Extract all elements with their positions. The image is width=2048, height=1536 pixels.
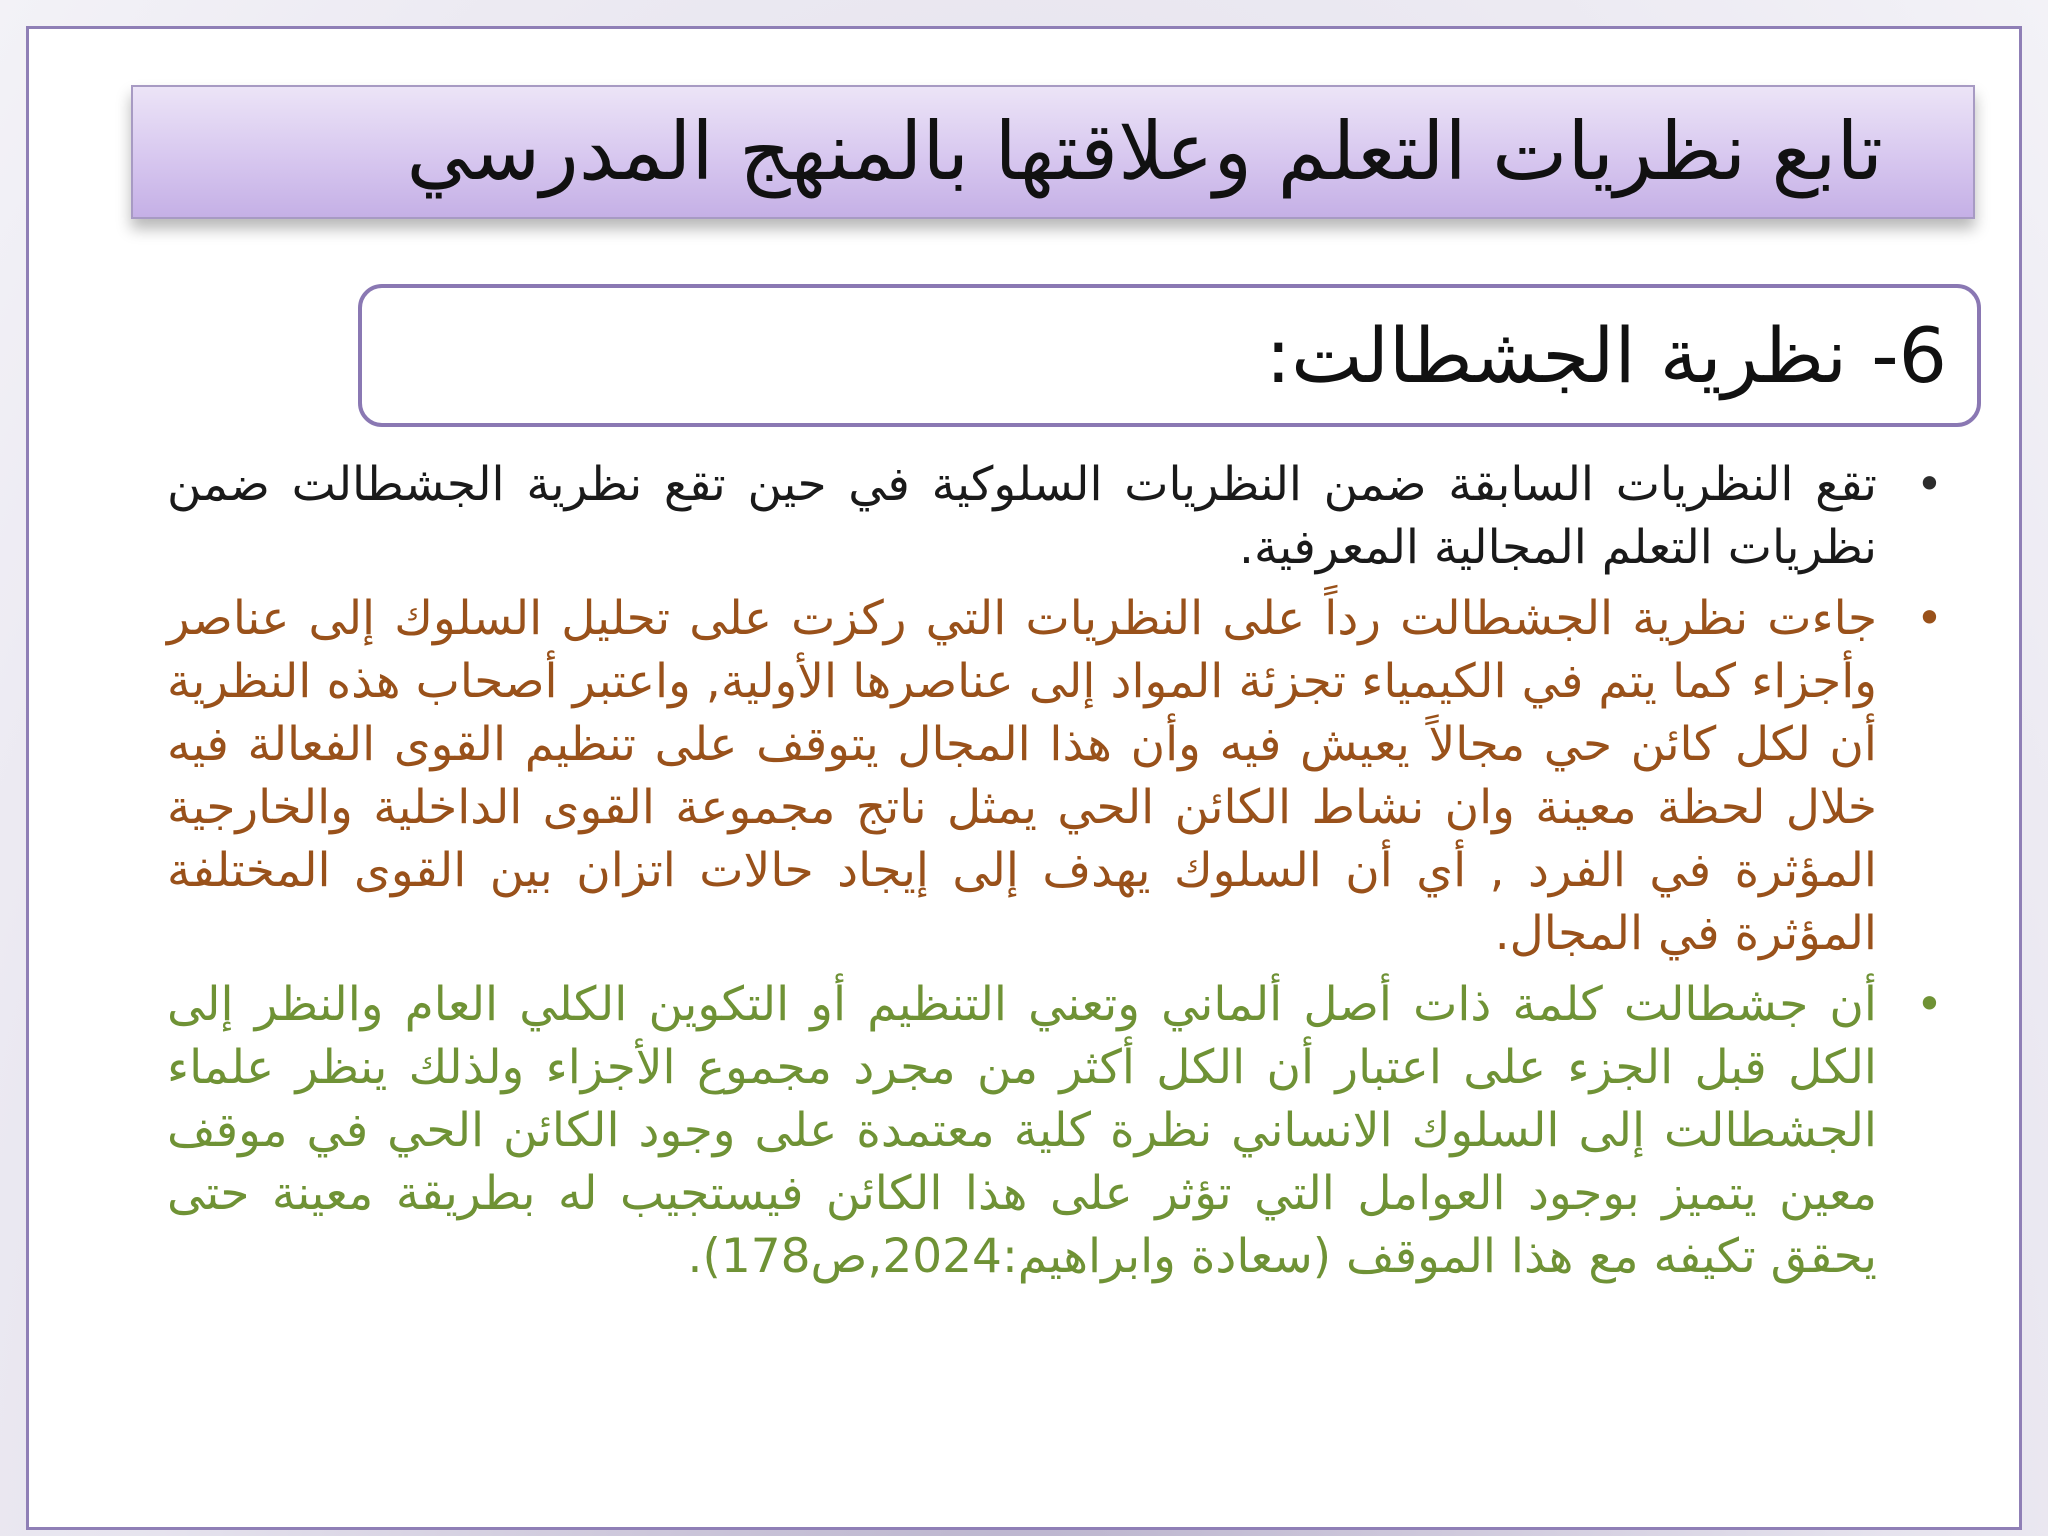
section-heading-box	[358, 284, 1981, 427]
bullet-dot-icon: •	[1915, 591, 1943, 645]
bullet-list	[167, 453, 1945, 1296]
bullet-text: جاءت نظرية الجشطالت رداً على النظريات التي ركزت على تحليل السلوك إلى عناصر وأجزاء كما يتم في الكيمياء تجزئة المواد إلى عناصرها الأولية, واعتبر أصحاب هذه النظرية أن لكل كائن حي مجالاً يعيش فيه وأن هذا المجال يتوقف على تنظيم القوى الفعالة فيه خلال لحظة معينة وان نشاط الكائن الحي يمثل ناتج مجموعة القوى الداخلية والخارجية المؤثرة في الفرد , أي أن السلوك يهدف إلى إيجاد حالات اتزان بين القوى المختلفة المؤثرة في المجال.	[167, 591, 1877, 961]
title-banner	[131, 85, 1975, 219]
section-heading: 6- نظرية الجشطالت:	[1265, 311, 1947, 400]
bullet-text: أن جشطالت كلمة ذات أصل ألماني وتعني التنظيم أو التكوين الكلي العام والنظر إلى الكل قبل الجزء على اعتبار أن الكل أكثر من مجرد مجموع الأجزاء ولذلك ينظر علماء الجشطالت إلى السلوك الانساني نظرة كلية معتمدة على وجود الكائن الحي في موقف معين يتميز بوجود العوامل التي تؤثر على هذا الكائن فيستجيب له بطريقة معينة حتى يحقق تكيفه مع هذا الموقف (سعادة وابراهيم:2024,ص178).	[167, 977, 1877, 1284]
bullet-item	[167, 453, 1945, 579]
slide	[26, 26, 2022, 1530]
bullet-dot-icon: •	[1915, 977, 1943, 1031]
bullet-dot-icon: •	[1915, 457, 1943, 511]
bullet-item	[167, 973, 1945, 1288]
bullet-text: تقع النظريات السابقة ضمن النظريات السلوكية في حين تقع نظرية الجشطالت ضمن نظريات التعلم المجالية المعرفية.	[167, 457, 1877, 575]
bullet-item	[167, 587, 1945, 965]
slide-title: تابع نظريات التعلم وعلاقتها بالمنهج المدرسي	[406, 105, 1883, 198]
